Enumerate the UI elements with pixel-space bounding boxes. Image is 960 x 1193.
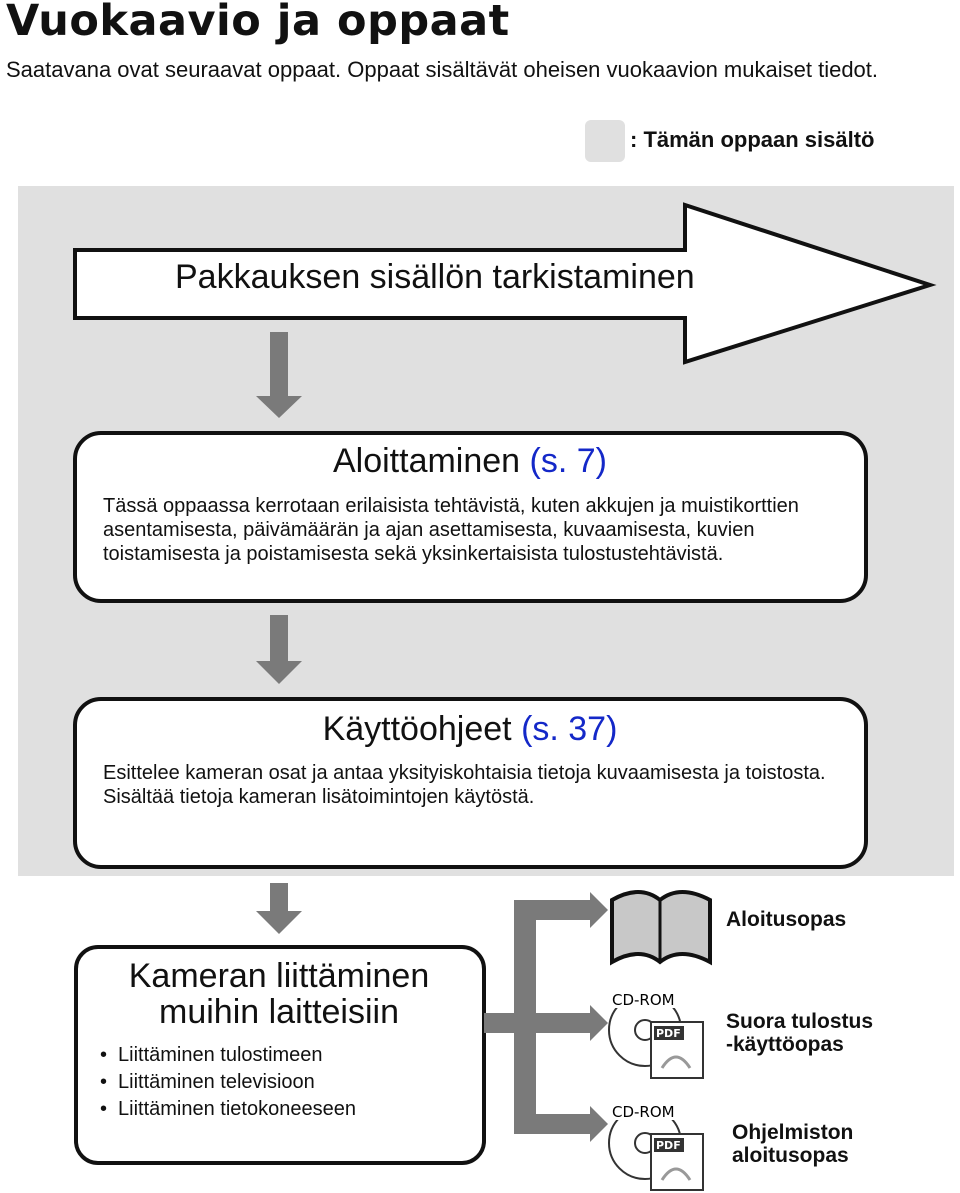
legend-text: : Tämän oppaan sisältö [630, 127, 875, 152]
pdf-badge: PDF [656, 1139, 681, 1152]
guide-ohjelmiston-aloitusopas [732, 1121, 853, 1167]
down-arrow-1 [256, 332, 302, 418]
list-item: • Liittäminen tulostimeen [100, 1042, 480, 1069]
cd-rom-label: CD-ROM [612, 1103, 675, 1121]
step-pakkauksen-sisallon-tarkistaminen: Pakkauksen sisällön tarkistaminen [175, 258, 695, 296]
kayttoohjeet-page-ref[interactable]: (s. 37) [521, 710, 618, 748]
liittaminen-title-line1: Kameran liittäminen [128, 957, 430, 995]
aloittaminen-title-text: Aloittaminen [332, 442, 521, 480]
liittaminen-title-line2: muihin laitteisiin [159, 993, 399, 1031]
book-icon [612, 892, 710, 962]
guide-label-line2: aloitusopas [732, 1144, 849, 1167]
guide-aloitusopas [726, 908, 846, 931]
guide-label-line1: Suora tulostus [726, 1010, 874, 1033]
kayttoohjeet-title-text: Käyttöohjeet [322, 710, 512, 748]
liittaminen-title [78, 958, 480, 1030]
guide-label-line1: Ohjelmiston [732, 1121, 854, 1144]
pdf-badge: PDF [656, 1027, 681, 1040]
aloittaminen-title [75, 442, 865, 481]
down-arrow-3 [256, 883, 302, 934]
branch-connector [484, 892, 608, 1142]
aloittaminen-description: Tässä oppaassa kerrotaan erilaisista tehtävistä, kuten akkujen ja muistikorttien asentamisesta, päivämäärän ja ajan asettamisesta, kuvaamisesta, kuvien toistamisesta ja poistamisesta sekä yksinkertaisista tulostustehtävistä. [103, 495, 799, 565]
guide-suora-tulostus [726, 1010, 873, 1056]
guide-label-line1: Aloitusopas [726, 908, 847, 931]
aloittaminen-page-ref[interactable]: (s. 7) [529, 442, 607, 480]
kayttoohjeet-description: Esittelee kameran osat ja antaa yksityiskohtaisia tietoja kuvaamisesta ja toistosta. Sisältää tietoja kameran lisätoimintojen käytöstä. [103, 762, 826, 808]
page-title: Vuokaavio ja oppaat [6, 0, 510, 46]
cd-rom-pdf-icon [609, 1103, 703, 1190]
intro-text: Saatavana ovat seuraavat oppaat. Oppaat sisältävät oheisen vuokaavion mukaiset tiedot. [6, 57, 879, 82]
list-item: • Liittäminen televisioon [100, 1069, 480, 1096]
down-arrow-2 [256, 615, 302, 684]
kayttoohjeet-title [75, 710, 865, 749]
guide-label-line2: -käyttöopas [726, 1033, 844, 1056]
cd-rom-pdf-icon [609, 991, 703, 1078]
liittaminen-list [100, 1042, 480, 1123]
list-item: • Liittäminen tietokoneeseen [100, 1096, 480, 1123]
cd-rom-label: CD-ROM [612, 991, 675, 1009]
